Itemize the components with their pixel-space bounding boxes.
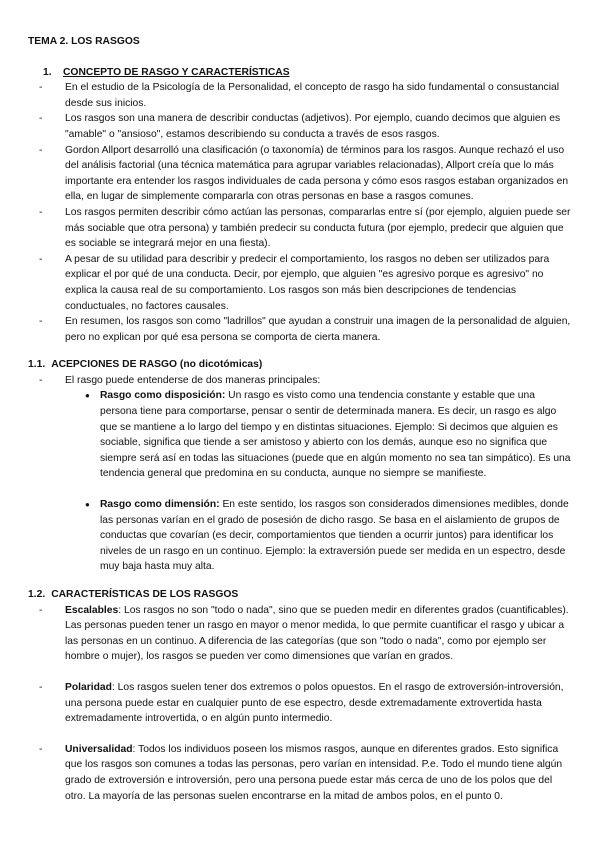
section-1-1-list <box>28 373 572 575</box>
section-1-1-title: ACEPCIONES DE RASGO (no dicotómicas) <box>51 359 263 371</box>
bullet-item <box>100 497 572 575</box>
item-text: : Los rasgos no son "todo o nada", sino que se pueden medir en diferentes grados (cuantificables). Las personas pueden tener un rasgo en mayor o menor medida, lo que permite cuantificar el rasgo y ubicar a las personas en un continuo. A diferencia de las categorías (que son "todo o nada", como por ejemplo ser hombre o mujer), los rasgos se pueden ver como dimensiones que varían en grados. <box>65 604 569 663</box>
item-text: : Todos los individuos poseen los mismos rasgos, aunque en diferentes grados. Esto significa que los rasgos son comunes a todas las personas, pero varían en intensidad. P.e. Todo el mundo tiene algún grado de extroversión e introversión, pero una persona puede estar más cerca de uno de los polos que del otro. La mayoría de las personas suelen encontrarse en la mitad de ambos polos, en el punto 0. <box>65 743 563 802</box>
item-text: : Los rasgos suelen tener dos extremos o polos opuestos. En el rasgo de extroversión-introversión, una persona puede estar en cualquier punto de ese espectro, desde extremadamente extrovertida hasta extremadamente introvertida, o en algún punto intermedio. <box>65 681 564 725</box>
list-item <box>65 603 572 665</box>
list-item <box>65 373 572 575</box>
section-1-2-number: 1.2. <box>28 589 46 600</box>
bullet-item <box>100 388 572 482</box>
section-1-list <box>28 80 572 345</box>
list-item: - A pesar de su utilidad para describir y predecir el comportamiento, los rasgos no deben ser utilizados para explicar el por qué de una conducta. Decir, por ejemplo, que alguien "es agresivo porque es agresivo" no explica la causa real de su comportamiento. Los rasgos son más bien descripciones de tendencias conductuales, no factores causales. <box>65 252 572 314</box>
acepciones-list <box>65 388 572 575</box>
bullet-text: Un rasgo es visto como una tendencia constante y estable que una persona tiene para comportarse, pensar o sentir de determinada manera. Es decir, un rasgo es algo que se mantiene a lo largo del tiempo y en distintas situaciones. Ejemplo: Si decimos que alguien es sociable, significa que tiende a ser amistoso y abierto con los demás, aunque eso no significa que siempre será así en todas las situaciones (puede que en algún momento no sea tan simpático). Es una tendencia general que predomina en su conducta, aunque no siempre se manifieste. <box>100 390 571 480</box>
section-1-1-heading <box>28 357 572 373</box>
section-1-title: CONCEPTO DE RASGO Y CARACTERÍSTICAS <box>63 66 290 78</box>
section-1-2-title: CARACTERÍSTICAS DE LOS RASGOS <box>51 589 239 600</box>
item-term: Universalidad <box>65 743 133 755</box>
section-1-1-number: 1.1. <box>28 359 46 371</box>
list-item <box>65 680 572 727</box>
item-term: Polaridad <box>65 681 112 693</box>
list-item: - En resumen, los rasgos son como "ladrillos" que ayudan a construir una imagen de la personalidad de alguien, pero no explican por qué esa persona se comporta de cierta manera. <box>65 314 572 345</box>
bullet-text: En este sentido, los rasgos son considerados dimensiones medibles, donde las personas varían en el grado de posesión de dicho rasgo. Se basa en el aislamiento de grupos de conductas que covarían (es decir, comportamientos que tienden a ocurrir juntos) para identificar los niveles de un rasgo en un continuo. Ejemplo: la extraversión puede ser medida en un espectro, desde muy baja hasta muy alta. <box>100 499 569 573</box>
section-1-1-intro: El rasgo puede entenderse de dos maneras principales: <box>65 374 321 386</box>
list-item: - Los rasgos permiten describir cómo actúan las personas, compararlas entre sí (por ejemplo, alguien puede ser más sociable que otra persona) y también predecir su conducta futura (por ejemplo, predecir que alguien que es sociable se integrará mejor en una fiesta). <box>65 205 572 252</box>
section-1-2-heading <box>28 587 572 603</box>
document-title: TEMA 2. LOS RASGOS <box>28 36 140 47</box>
section-1-heading <box>28 65 572 81</box>
bullet-term: Rasgo como disposición: <box>100 390 226 402</box>
list-item: - Gordon Allport desarrolló una clasificación (o taxonomía) de términos para los rasgos. Aunque rechazó el uso del análisis factorial (una técnica matemática para agrupar variables relacionadas), Allport creía que lo más importante era entender los rasgos individuales de cada persona y cómo esos rasgos estaban organizados en ella, en lugar de simplemente compararla con otras personas en base a rasgos comunes. <box>65 143 572 205</box>
list-item <box>65 742 572 804</box>
section-1-number: 1. <box>43 66 52 78</box>
section-1-2-list <box>28 603 572 805</box>
list-item: - Los rasgos son una manera de describir conductas (adjetivos). Por ejemplo, cuando decimos que alguien es "amable" o "ansioso", estamos describiendo su conducta a través de esos rasgos. <box>65 111 572 142</box>
bullet-term: Rasgo como dimensión: <box>100 499 220 511</box>
item-term: Escalables <box>65 604 119 616</box>
list-item: - En el estudio de la Psicología de la Personalidad, el concepto de rasgo ha sido fundamental o consustancial desde sus inicios. <box>65 80 572 111</box>
